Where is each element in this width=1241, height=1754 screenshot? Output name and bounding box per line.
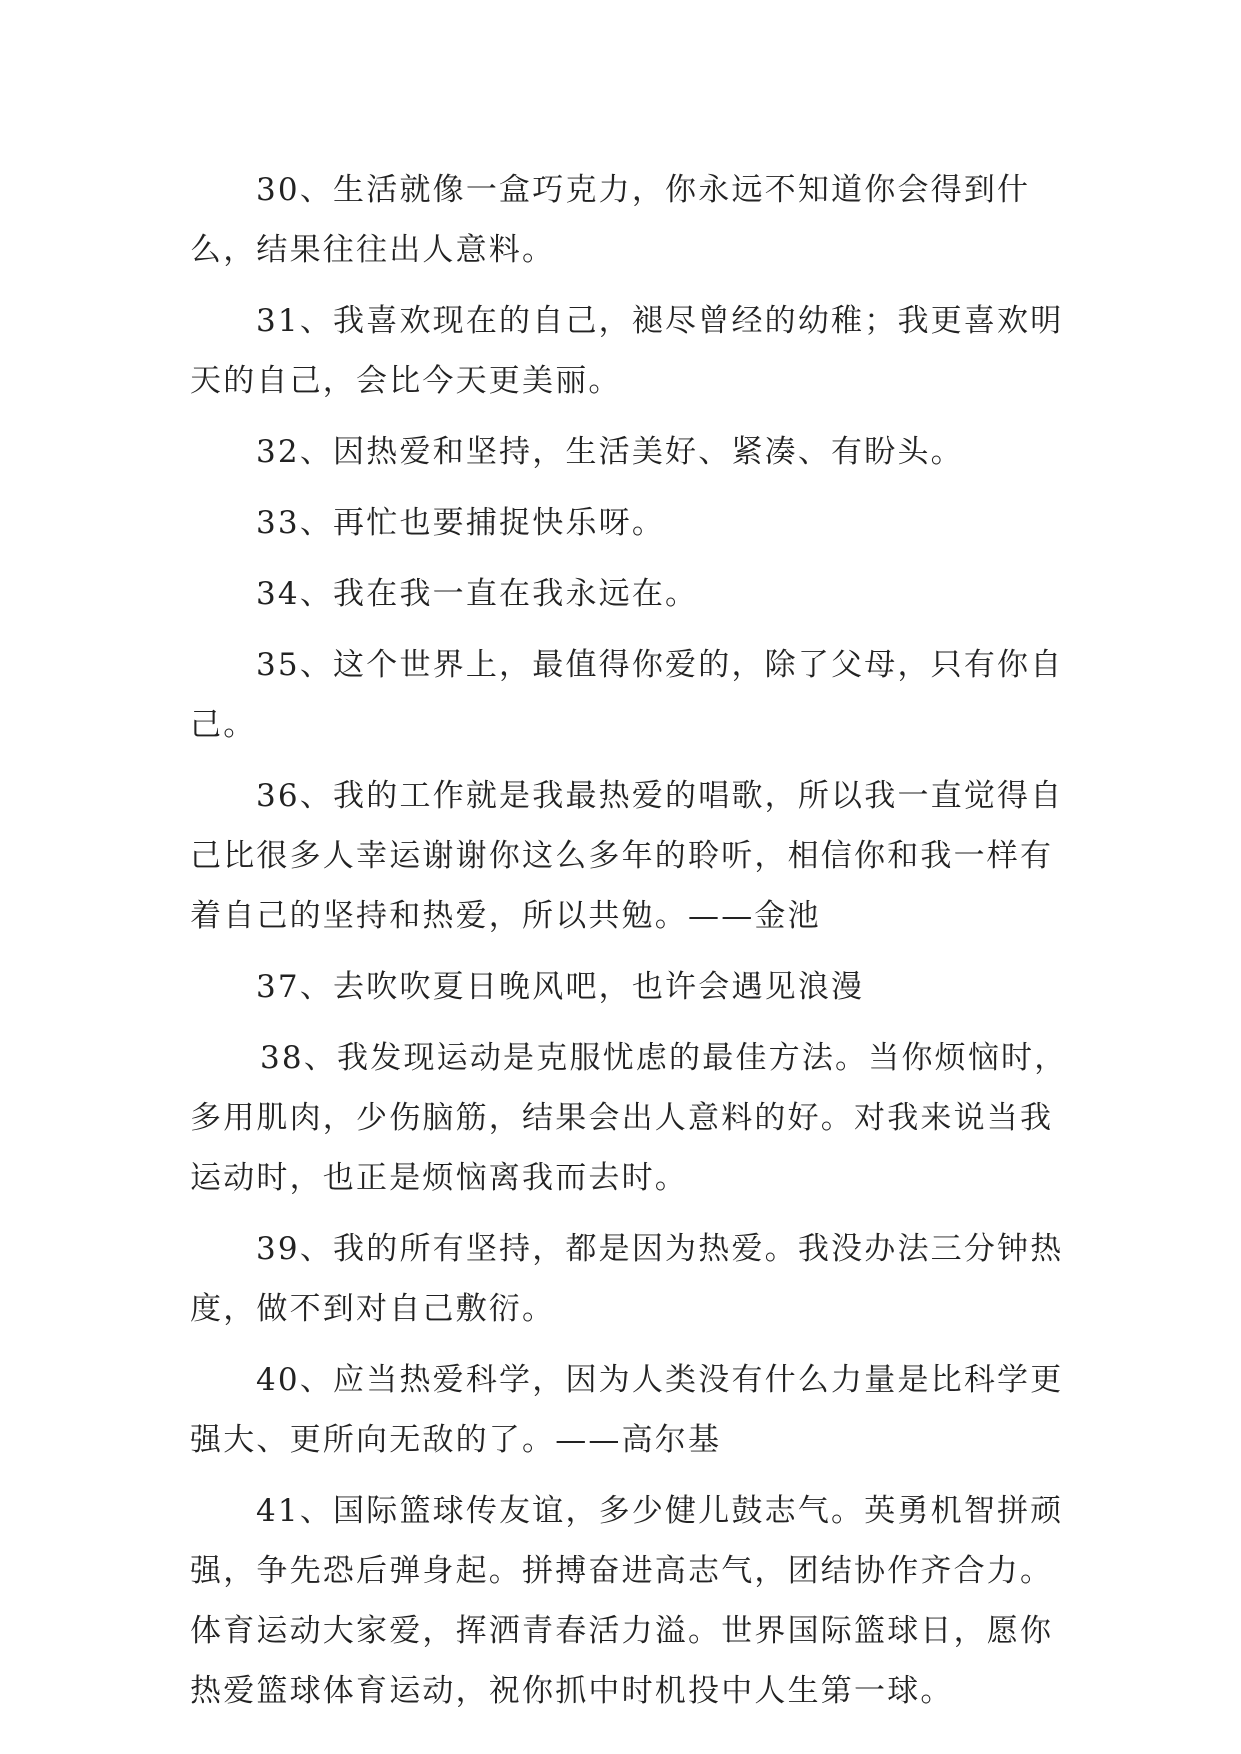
paragraph-41: 41、国际篮球传友谊，多少健儿鼓志气。英勇机智拼顽强，争先恐后弹身起。拼搏奋进高志气，团结协作齐合力。体育运动大家爱，挥洒青春活力溢。世界国际篮球日，愿你热爱篮球体育运动，祝你抓中时机投中人生第一球。	[190, 1493, 1064, 1709]
paragraph-31: 31、我喜欢现在的自己，褪尽曾经的幼稚；我更喜欢明天的自己，会比今天更美丽。	[190, 303, 1064, 399]
paragraph-33: 33、再忙也要捕捉快乐呀。	[256, 505, 666, 541]
document-body	[190, 160, 1070, 1732]
paragraph-32: 32、因热爱和坚持，生活美好、紧凑、有盼头。	[256, 434, 964, 470]
paragraph-39: 39、我的所有坚持，都是因为热爱。我没办法三分钟热度，做不到对自己敷衍。	[190, 1231, 1064, 1327]
paragraph-37: 37、去吹吹夏日晚风吧，也许会遇见浪漫	[256, 969, 865, 1005]
paragraph-38: 38、我发现运动是克服忧虑的最佳方法。当你烦恼时，多用肌肉，少伤脑筋，结果会出人意料的好。对我来说当我运动时，也正是烦恼离我而去时。	[190, 1040, 1068, 1196]
paragraph-36: 36、我的工作就是我最热爱的唱歌，所以我一直觉得自己比很多人幸运谢谢你这么多年的聆听，相信你和我一样有着自己的坚持和热爱，所以共勉。——金池	[190, 778, 1064, 934]
paragraph-34: 34、我在我一直在我永远在。	[256, 576, 699, 612]
paragraph-35: 35、这个世界上，最值得你爱的，除了父母，只有你自己。	[190, 647, 1064, 743]
paragraph-30: 30、生活就像一盒巧克力，你永远不知道你会得到什么，结果往往出人意料。	[190, 172, 1031, 268]
paragraph-40: 40、应当热爱科学，因为人类没有什么力量是比科学更强大、更所向无敌的了。——高尔基	[190, 1362, 1064, 1458]
